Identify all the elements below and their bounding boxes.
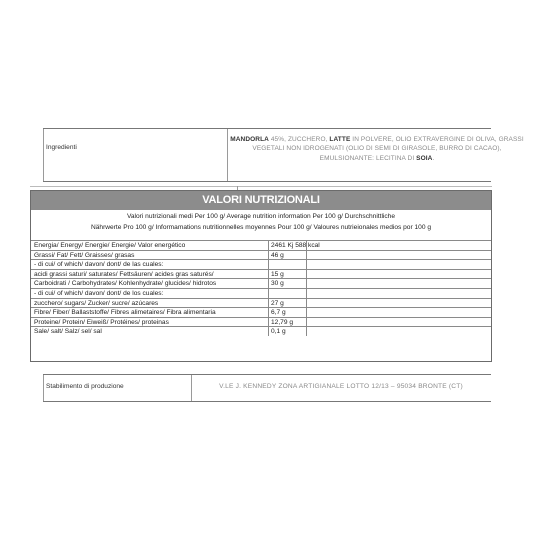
nutrition-column-divider (306, 278, 307, 288)
nutrition-row-label: Sale/ salt/ Salz/ sel/ sal (34, 328, 102, 336)
nutrition-column-divider (306, 317, 307, 327)
nutrition-row (31, 250, 491, 260)
ingredient-text-part: IN POLVERE, OLIO EXTRAVERGINE DI OLIVA, GRASSI VEGETALI NON IDROGENATI (OLIO DI SEMI DI GIRASOLE, BURRO DI CACAO), EMULSIONANTE: LECITINA DI (252, 136, 524, 162)
nutrition-column-divider (306, 269, 307, 279)
nutrition-row-value: 30 g (271, 280, 284, 288)
nutrition-subtitle (31, 212, 491, 233)
nutrition-column-divider (306, 307, 307, 317)
nutrition-row-label: Proteine/ Protein/ Eiweiß/ Protéines/ proteinas (34, 318, 169, 326)
nutrition-row (31, 240, 491, 250)
nutrition-row-value: 12,79 g (271, 318, 293, 326)
nutrition-row-label: zucchero/ sugars/ Zucker/ sucre/ azúcares (34, 299, 159, 307)
ingredient-text-part: . (432, 154, 435, 162)
ingredients-divider (227, 129, 228, 181)
nutrition-subtitle-line-2: Nährwerte Pro 100 g/ Informamations nutritionnelles moyennes Pour 100 g/ Valoures nutrieionales medios por 100 g (90, 223, 431, 231)
nutrition-column-divider (268, 326, 269, 336)
nutrition-column-divider (268, 288, 269, 298)
nutrition-row (31, 317, 491, 327)
nutrition-column-divider (268, 307, 269, 317)
nutrition-column-divider (268, 317, 269, 327)
nutrition-row-value: 6,7 g (271, 309, 286, 317)
nutrition-column-divider (306, 326, 307, 336)
ingredient-allergen: MANDORLA (230, 136, 269, 143)
nutrition-column-divider (268, 240, 269, 250)
nutrition-row-label: Fibre/ Fiber/ Ballaststoffe/ Fibres alimetaires/ Fibra alimentaria (34, 309, 216, 317)
ingredients-block (43, 128, 524, 182)
nutrition-row (31, 269, 491, 279)
production-divider (191, 375, 192, 401)
ingredients-text (229, 135, 525, 163)
nutrition-top-line (30, 186, 492, 187)
nutrition-title: VALORI NUTRIZIONALI (31, 191, 491, 210)
ingredient-text-part: 45%, ZUCCHERO, (268, 136, 330, 143)
ingredient-allergen: SOIA (416, 154, 433, 162)
nutrition-column-divider (306, 298, 307, 308)
production-label: Stabilimento di produzione (46, 383, 124, 390)
production-block (43, 374, 491, 402)
nutrition-row-label: - di cui/ of which/ davon/ dont/ de las cuales: (34, 261, 164, 269)
nutrition-row (31, 326, 491, 336)
nutrition-row-value: 0,1 g (271, 328, 286, 336)
nutrition-row-label: Grassi/ Fat/ Fett/ Graisses/ grasas (34, 251, 135, 259)
nutrition-row-label: Energia/ Energy/ Energie/ Energie/ Valor energético (34, 242, 186, 249)
nutrition-row-value: 2461 Kj 588 kcal (271, 242, 320, 249)
nutrition-column-divider (306, 250, 307, 260)
nutrition-column-divider (268, 269, 269, 279)
ingredients-left-border (43, 129, 44, 181)
ingredients-label: Ingredienti (46, 144, 77, 151)
nutrition-column-divider (268, 298, 269, 308)
nutrition-row (31, 278, 491, 288)
nutrition-row-value: 46 g (271, 251, 284, 259)
nutrition-row (31, 288, 491, 298)
nutrition-row (31, 307, 491, 317)
production-address: V.LE J. KENNEDY ZONA ARTIGIANALE LOTTO 12/13 – 95034 BRONTE (CT) (219, 383, 463, 390)
nutrition-row (31, 259, 491, 269)
nutrition-row-label: acidi grassi saturi/ saturates/ Fettsäuren/ acides gras saturés/ (34, 270, 214, 278)
nutrition-column-divider (268, 250, 269, 260)
production-left-border (43, 375, 44, 401)
nutrition-column-divider (268, 278, 269, 288)
nutrition-row-label: - di cui/ of which/ davon/ dont/ de los cuales: (34, 290, 164, 297)
ingredient-allergen: LATTE (329, 136, 351, 143)
nutrition-row-value: 27 g (271, 299, 284, 307)
nutrition-row (31, 298, 491, 308)
nutrition-column-divider (306, 288, 307, 298)
nutrition-subtitle-line-1: Valori nutrizionali medi Per 100 g/ Average nutrition information Per 100 g/ Durchschnittliche (126, 213, 396, 220)
nutrition-row-label: Carboidrati / Carbohydrates/ Kohlenhydrate/ glucides/ hidrotos (34, 280, 217, 288)
nutrition-column-divider (268, 259, 269, 269)
nutrition-column-divider (306, 259, 307, 269)
nutrition-row-value: 15 g (271, 270, 284, 278)
nutrition-table (30, 190, 492, 362)
